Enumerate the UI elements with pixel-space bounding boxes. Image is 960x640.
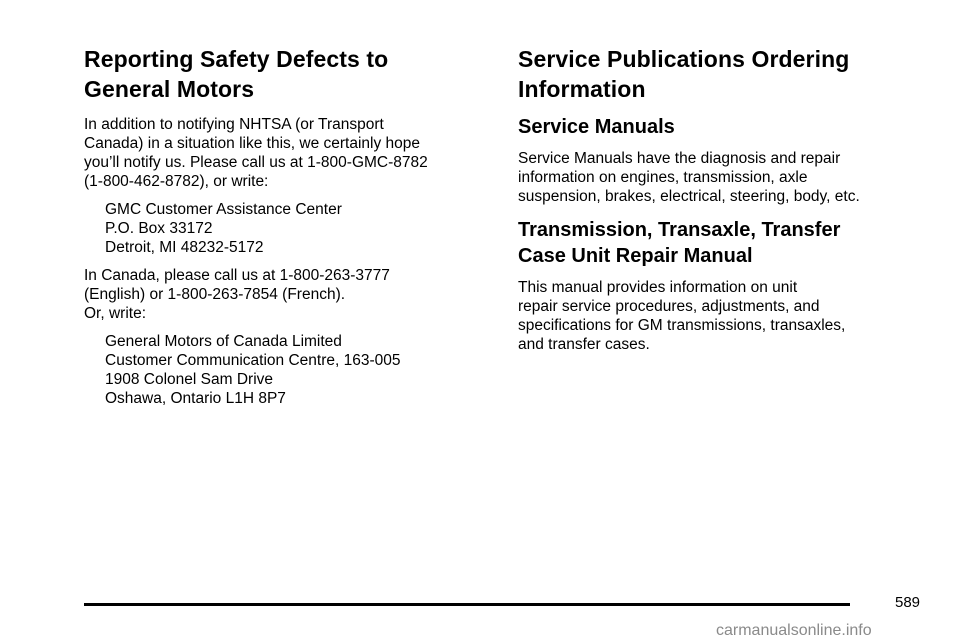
transmission-manual-paragraph bbox=[518, 278, 928, 354]
service-manuals-paragraph bbox=[518, 149, 928, 206]
intro-paragraph bbox=[84, 115, 489, 191]
address-line: Oshawa, Ontario L1H 8P7 bbox=[105, 390, 286, 407]
us-address-block bbox=[84, 200, 489, 257]
address-line: General Motors of Canada Limited bbox=[105, 333, 342, 350]
heading-line: Case Unit Repair Manual bbox=[518, 245, 753, 267]
heading-line: Reporting Safety Defects to bbox=[84, 46, 389, 72]
heading-line: Transmission, Transaxle, Transfer bbox=[518, 219, 841, 241]
heading-line: General Motors bbox=[84, 76, 255, 102]
heading-line: Service Publications Ordering bbox=[518, 46, 850, 72]
text-line: and transfer cases. bbox=[518, 336, 650, 353]
safety-defects-heading bbox=[84, 44, 489, 104]
address-line: Customer Communication Centre, 163-005 bbox=[105, 352, 401, 369]
heading-line: Information bbox=[518, 76, 646, 102]
text-line: suspension, brakes, electrical, steering, body, etc. bbox=[518, 188, 860, 205]
text-line: In addition to notifying NHTSA (or Transport bbox=[84, 116, 384, 133]
left-column bbox=[84, 44, 489, 408]
text-line: information on engines, transmission, axle bbox=[518, 169, 808, 186]
service-manuals-subheading: Service Manuals bbox=[518, 116, 675, 138]
text-line: (1-800-462-8782), or write: bbox=[84, 173, 269, 190]
footer-rule bbox=[84, 603, 850, 606]
address-line: GMC Customer Assistance Center bbox=[105, 201, 342, 218]
page-number: 589 bbox=[895, 594, 921, 611]
right-column bbox=[518, 44, 928, 354]
canada-paragraph bbox=[84, 266, 489, 323]
address-line: 1908 Colonel Sam Drive bbox=[105, 371, 274, 388]
watermark-text: carmanualsonline.info bbox=[716, 622, 872, 639]
text-line: Canada) in a situation like this, we certainly hope bbox=[84, 135, 421, 152]
text-line: In Canada, please call us at 1-800-263-3777 bbox=[84, 267, 390, 284]
text-line: repair service procedures, adjustments, and bbox=[518, 298, 820, 315]
address-line: Detroit, MI 48232-5172 bbox=[105, 239, 264, 256]
text-line: (English) or 1-800-263-7854 (French). bbox=[84, 286, 346, 303]
canada-address-block bbox=[84, 332, 489, 408]
address-line: P.O. Box 33172 bbox=[105, 220, 213, 237]
transmission-manual-subheading bbox=[518, 217, 928, 269]
text-line: Service Manuals have the diagnosis and repair bbox=[518, 150, 841, 167]
text-line: This manual provides information on unit bbox=[518, 279, 798, 296]
service-publications-heading bbox=[518, 44, 928, 104]
text-line: you’ll notify us. Please call us at 1-800-GMC-8782 bbox=[84, 154, 428, 171]
text-line: Or, write: bbox=[84, 305, 147, 322]
text-line: specifications for GM transmissions, transaxles, bbox=[518, 317, 846, 334]
